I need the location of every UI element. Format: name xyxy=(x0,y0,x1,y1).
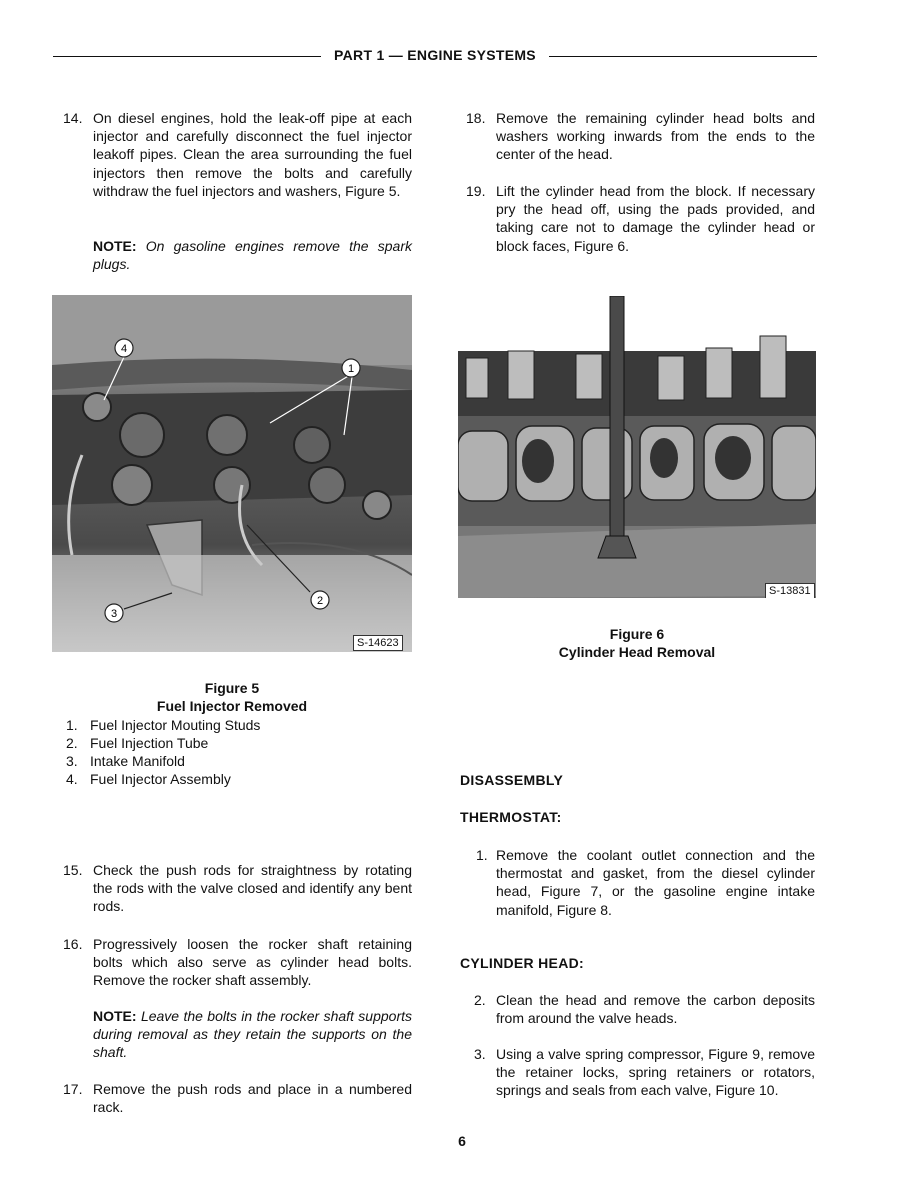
figure-6-title: Cylinder Head Removal xyxy=(558,644,716,661)
legend-item: 3. Intake Manifold xyxy=(66,753,185,769)
callout-2: 2 xyxy=(316,595,324,607)
step-text: On diesel engines, hold the leak-off pipe at each injector and carefully disconnect the fuel injector leakoff pipes. Clean the area surrounding the fuel injectors then remove the bolts and carefully withdraw the fuel injectors and washers, Figure 5. xyxy=(93,110,412,199)
fuel-injector-photo-image xyxy=(52,295,412,652)
legend-item: 1. Fuel Injector Mouting Studs xyxy=(66,717,261,733)
header-rule-left xyxy=(53,56,321,57)
heading-thermostat: THERMOSTAT: xyxy=(460,809,562,825)
note-label: NOTE: xyxy=(93,1008,137,1024)
note-spark-plugs xyxy=(93,237,412,273)
page-header xyxy=(53,47,817,67)
figure-6-label: Figure 6 xyxy=(609,626,665,642)
figure-5-code: S-14623 xyxy=(353,635,403,651)
figure-5-title: Fuel Injector Removed xyxy=(156,698,308,715)
note-text: Leave the bolts in the rocker shaft supports during removal as they retain the supports on the shaft. xyxy=(93,1008,412,1061)
figure-6-code: S-13831 xyxy=(765,583,815,598)
figure-5-legend xyxy=(66,716,386,788)
heading-cylinder-head: CYLINDER HEAD: xyxy=(460,955,584,971)
legend-item: 2. Fuel Injection Tube xyxy=(66,735,209,751)
header-title: PART 1 — ENGINE SYSTEMS xyxy=(334,47,536,63)
page-number: 6 xyxy=(458,1133,466,1149)
figure-5-photo xyxy=(52,295,412,652)
legend-item: 4. Fuel Injector Assembly xyxy=(66,771,231,787)
cylinder-head-photo-image xyxy=(458,296,816,598)
note-label: NOTE: xyxy=(93,238,137,254)
figure-5-caption xyxy=(102,679,362,715)
callout-1: 1 xyxy=(347,363,355,375)
figure-6-photo xyxy=(458,296,816,598)
header-rule-right xyxy=(549,56,817,57)
figure-5-label: Figure 5 xyxy=(204,680,260,696)
note-rocker-bolts xyxy=(93,1007,412,1062)
figure-6-caption xyxy=(507,625,767,661)
step-number: 14. xyxy=(63,110,83,126)
callout-3: 3 xyxy=(110,608,118,620)
note-text: On gasoline engines remove the spark plugs. xyxy=(93,238,412,273)
callout-4: 4 xyxy=(120,343,128,355)
heading-disassembly: DISASSEMBLY xyxy=(460,772,564,788)
